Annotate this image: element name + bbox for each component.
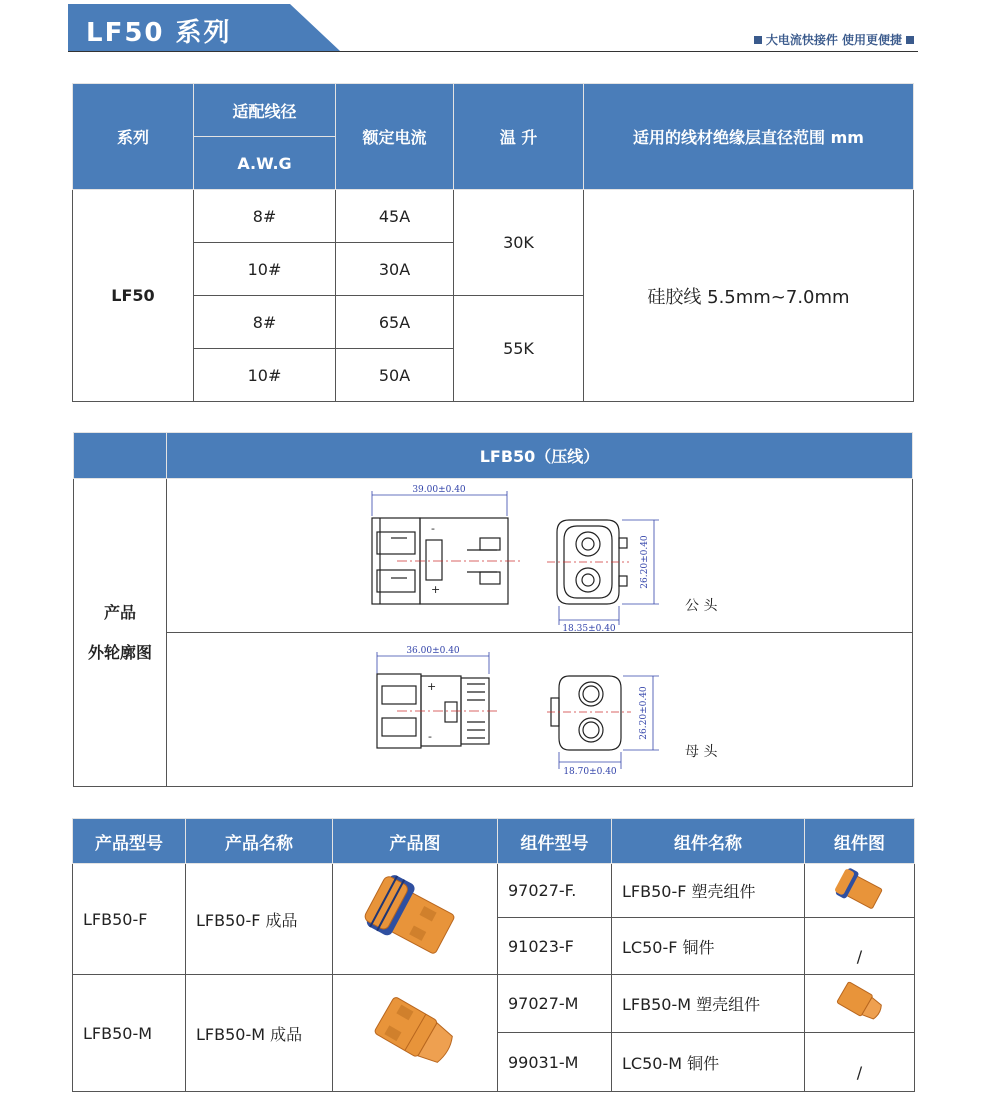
product-model-cell: LFB50-M — [73, 975, 186, 1092]
component-code-cell: 97027-F. — [498, 864, 612, 918]
lfb50-m-shell-image — [832, 976, 888, 1028]
th-outline-model: LFB50（压线） — [167, 433, 913, 479]
page-title: LF50 系列 — [86, 18, 232, 48]
male-dim-height: 26.20±0.40 — [640, 534, 650, 589]
lfb50-m-product-image — [360, 981, 470, 1081]
th-awg: A.W.G — [194, 137, 336, 190]
component-name-cell: LC50-F 铜件 — [612, 918, 805, 975]
svg-text:-: - — [428, 729, 432, 743]
component-name-cell: LFB50-M 塑壳组件 — [612, 975, 805, 1033]
th-empty — [74, 433, 167, 479]
component-image-cell: / — [805, 1033, 915, 1092]
th-rated-current: 额定电流 — [336, 84, 454, 190]
th-wire-gauge: 适配线径 — [194, 84, 336, 137]
awg-cell: 8# — [194, 296, 336, 349]
current-cell: 50A — [336, 349, 454, 402]
th-product-model: 产品型号 — [73, 819, 186, 864]
female-connector-drawing — [167, 634, 911, 786]
male-dim-width: 18.35±0.40 — [562, 623, 616, 632]
current-cell: 65A — [336, 296, 454, 349]
th-component-image: 组件图 — [805, 819, 915, 864]
product-table — [72, 818, 915, 1092]
component-code-cell: 99031-M — [498, 1033, 612, 1092]
awg-cell: 10# — [194, 243, 336, 296]
square-bullet-icon — [754, 36, 762, 44]
header-divider — [68, 51, 918, 52]
th-component-model: 组件型号 — [498, 819, 612, 864]
female-drawing-cell — [167, 633, 913, 787]
lfb50-f-product-image — [360, 867, 470, 967]
female-dim-width: 18.70±0.40 — [563, 766, 617, 777]
component-image-cell — [805, 975, 915, 1033]
square-bullet-icon — [906, 36, 914, 44]
female-dim-length: 36.00±0.40 — [406, 645, 460, 656]
component-image-cell: / — [805, 918, 915, 975]
component-name-cell: LFB50-F 塑壳组件 — [612, 864, 805, 918]
product-name-cell: LFB50-M 成品 — [186, 975, 333, 1092]
svg-text:-: - — [431, 521, 435, 535]
th-component-name: 组件名称 — [612, 819, 805, 864]
outline-label-line1: 产品 — [103, 602, 136, 622]
component-code-cell: 91023-F — [498, 918, 612, 975]
svg-text:+: + — [427, 679, 437, 693]
product-image-cell — [333, 864, 498, 975]
male-dim-length: 39.00±0.40 — [412, 484, 466, 495]
header-slogan — [750, 31, 918, 48]
th-product-image: 产品图 — [333, 819, 498, 864]
component-image-cell — [805, 864, 915, 918]
temp-rise-cell: 30K — [454, 190, 584, 296]
lfb50-f-shell-image — [832, 865, 888, 913]
th-series: 系列 — [73, 84, 194, 190]
temp-rise-cell: 55K — [454, 296, 584, 402]
male-label: 公 头 — [685, 597, 718, 614]
outline-table — [73, 432, 913, 787]
svg-text:+: + — [431, 582, 441, 596]
male-connector-drawing — [167, 480, 911, 632]
th-product-name: 产品名称 — [186, 819, 333, 864]
product-model-cell: LFB50-F — [73, 864, 186, 975]
female-label: 母 头 — [685, 743, 718, 760]
current-cell: 45A — [336, 190, 454, 243]
male-drawing-cell — [167, 479, 913, 633]
th-insulation-range: 适用的线材绝缘层直径范围 mm — [584, 84, 914, 190]
spec-table — [72, 83, 914, 402]
outline-label — [74, 479, 167, 787]
slogan-text: 大电流快接件 使用更便捷 — [765, 33, 902, 47]
outline-label-line2: 外轮廓图 — [87, 642, 152, 662]
series-cell: LF50 — [73, 190, 194, 402]
component-name-cell: LC50-M 铜件 — [612, 1033, 805, 1092]
female-dim-height: 26.20±0.40 — [639, 685, 649, 740]
th-temp-rise: 温 升 — [454, 84, 584, 190]
awg-cell: 10# — [194, 349, 336, 402]
awg-cell: 8# — [194, 190, 336, 243]
product-name-cell: LFB50-F 成品 — [186, 864, 333, 975]
insulation-cell: 硅胶线 5.5mm~7.0mm — [584, 190, 914, 402]
current-cell: 30A — [336, 243, 454, 296]
component-code-cell: 97027-M — [498, 975, 612, 1033]
product-image-cell — [333, 975, 498, 1092]
